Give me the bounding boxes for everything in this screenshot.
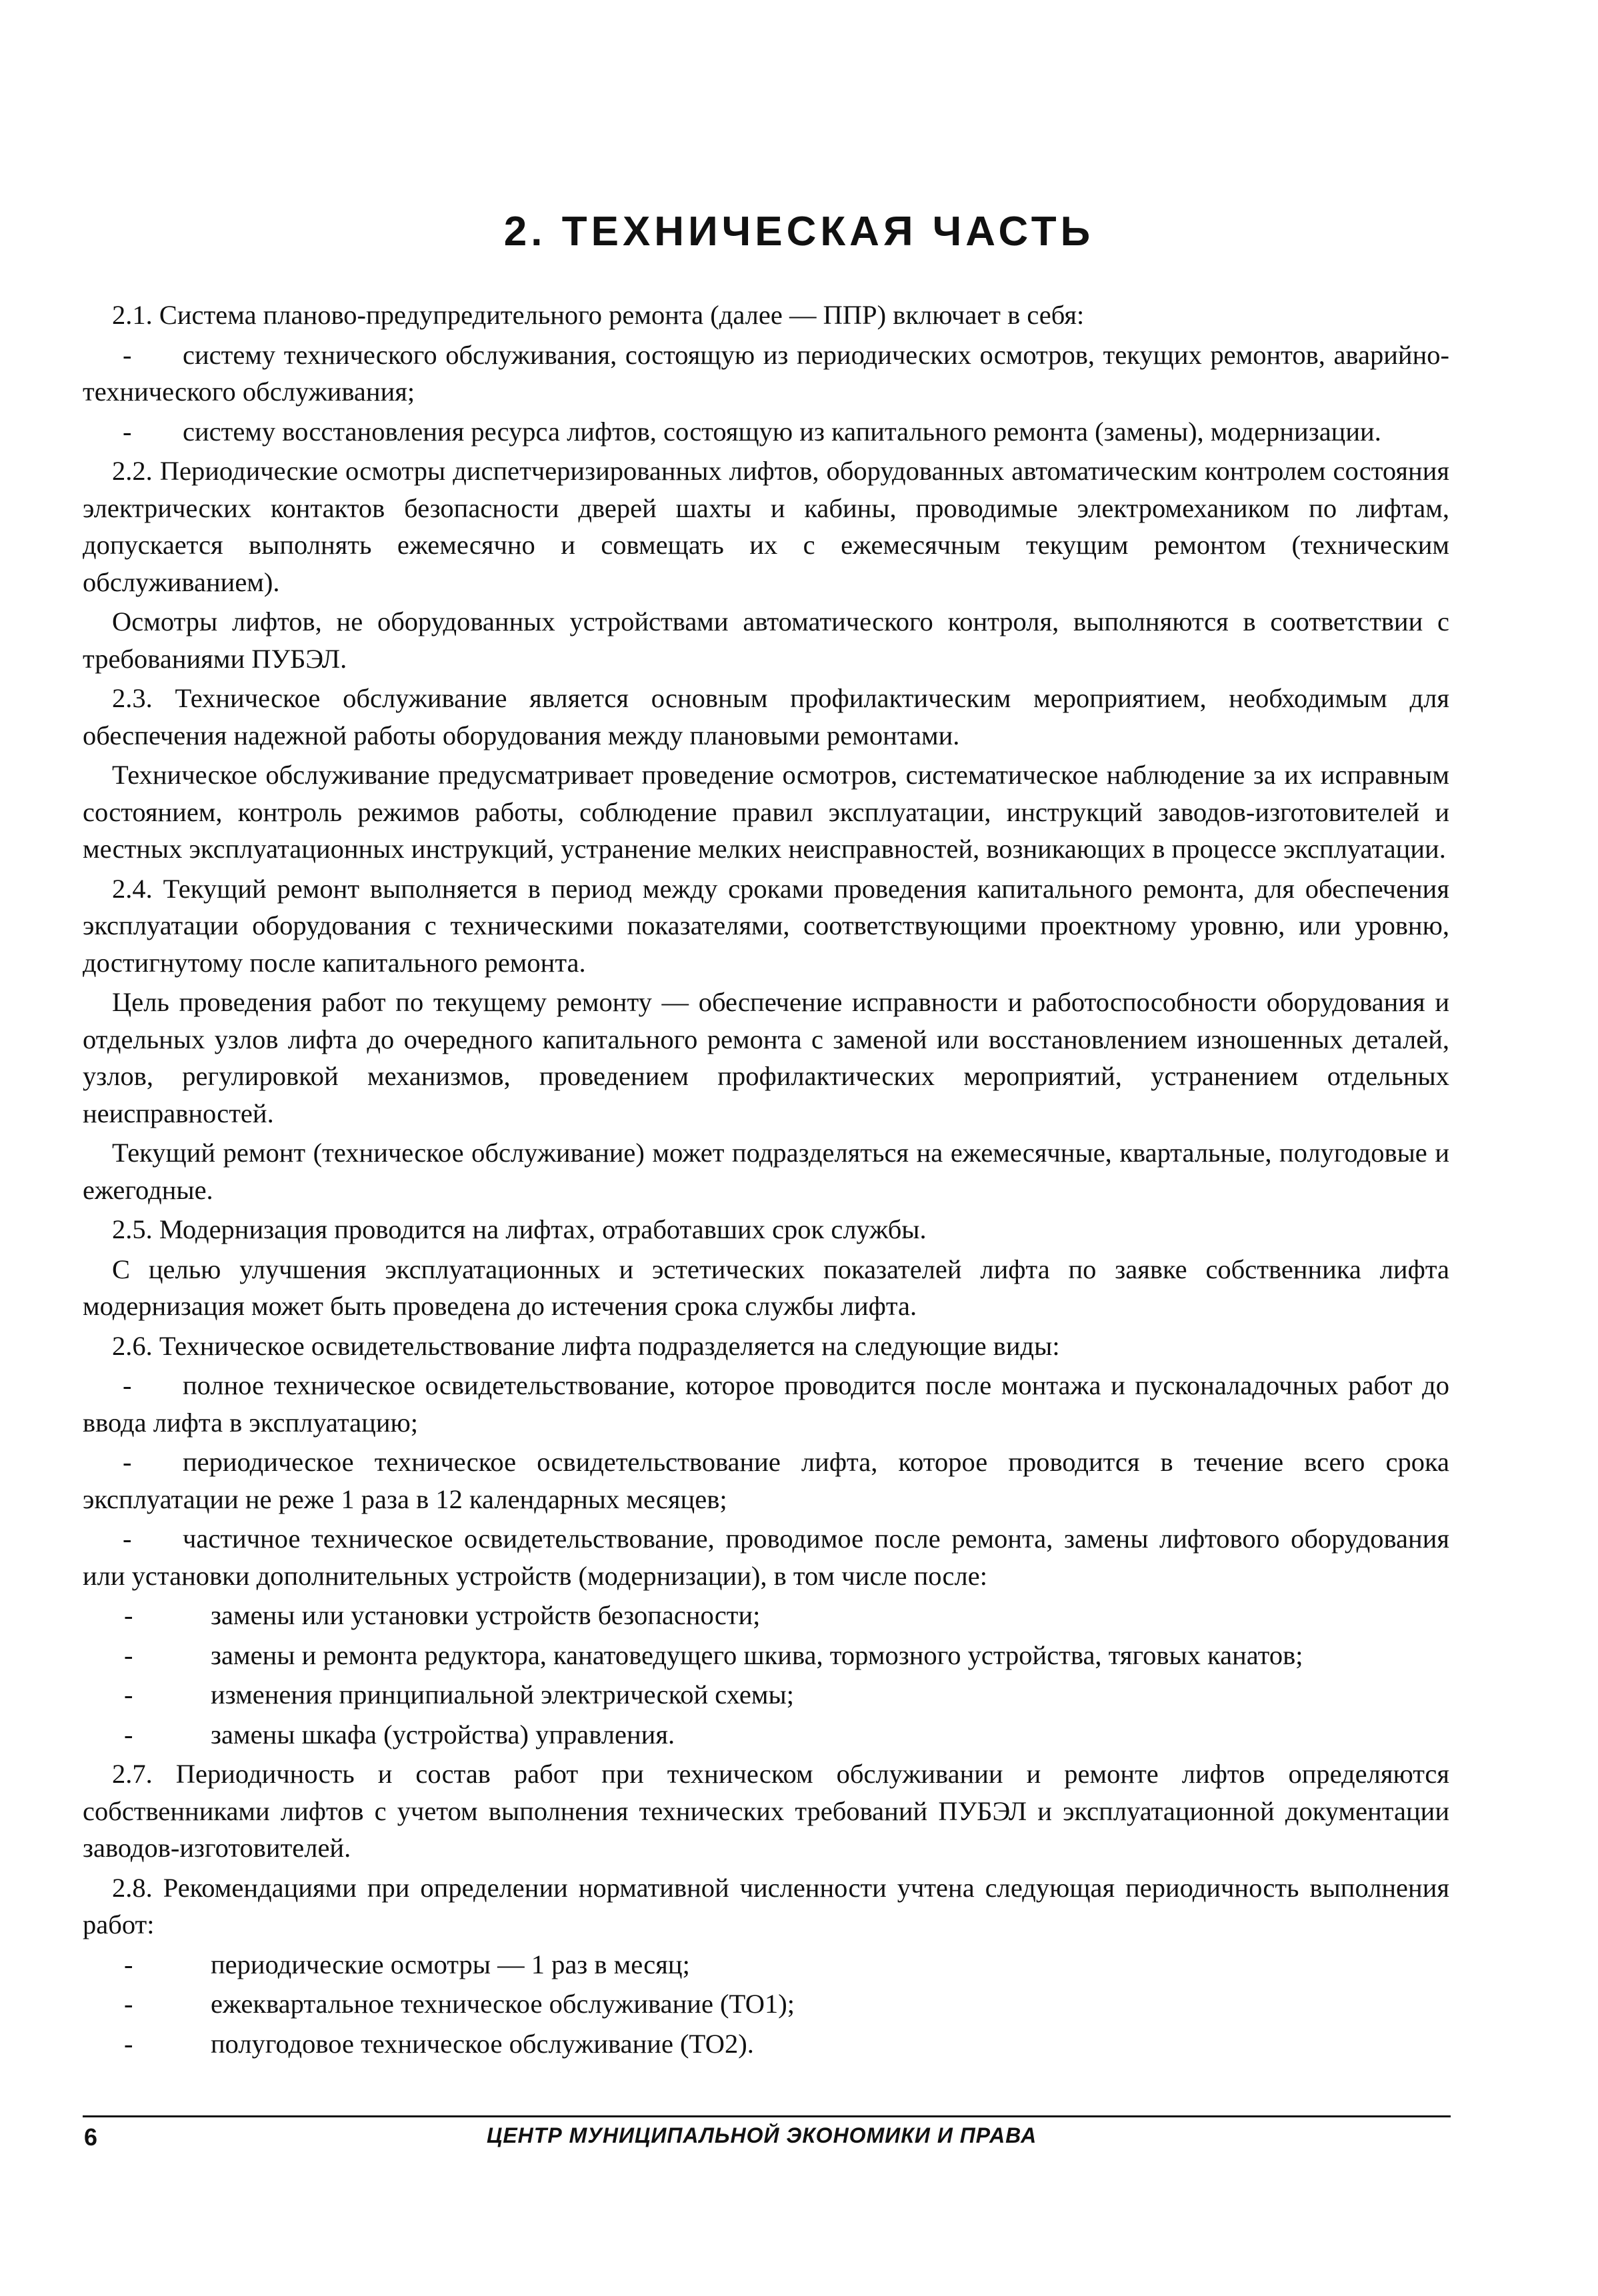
dash-marker: - [123,339,132,370]
paragraph-2-5-b: С целью улучшения эксплуатационных и эстетических показателей лифта по заявке собственника лифта модернизация может быть проведена до истечения срока службы лифта. [83,1254,1449,1321]
page-number: 6 [84,2123,98,2151]
list-item-text: периодические осмотры — 1 раз в месяц; [211,1949,690,1979]
paragraph-2-1: 2.1. Система планово-предупредительного ремонта (далее — ППР) включает в себя: [112,300,1085,330]
list-item-text: полугодовое техническое обслуживание (ТО2). [211,2028,754,2059]
list-item-text: замены или установки устройств безопасности; [211,1600,761,1630]
footer-publisher: ЦЕНТР МУНИЦИПАЛЬНОЙ ЭКОНОМИКИ И ПРАВА [487,2123,1037,2147]
list-item-text: частичное техническое освидетельствование, проводимое после ремонта, замены лифтового оборудования или установки дополнительных устройств (модернизации), в том числе после: [83,1524,1449,1591]
paragraph-2-3-b: Техническое обслуживание предусматривает проведение осмотров, систематическое наблюдение за их исправным состоянием, контроль режимов работы, соблюдение правил эксплуатации, инструкций заводов-изготовителей и местных эксплуатационных инструкций, устранение мелких неисправностей, возникающих в процессе эксплуатации. [83,760,1449,864]
list-item-text: системy технического обслуживания, состоящую из периодических осмотров, текущих ремонтов, аварийно-технического обслуживания; [83,339,1449,407]
list-item [83,1444,1449,1518]
paragraph-2-3: 2.3. Техническое обслуживание является основным профилактическим мероприятием, необходимым для обеспечения надежной работы оборудования между плановыми ремонтами. [83,683,1449,750]
paragraph-2-4: 2.4. Текущий ремонт выполняется в период между сроками проведения капитального ремонта, для обеспечения эксплуатации оборудования с техническими показателями, соответствующими проектному уровню, или уровню, достигнутому после капитального ремонта. [83,873,1449,978]
list-item [83,1367,1449,1441]
list-item [83,2025,1449,2063]
paragraph-2-2-b: Осмотры лифтов, не оборудованных устройствами автоматического контроля, выполняются в соответствии с требованиями ПУБЭЛ. [83,606,1449,674]
list-item [83,1520,1449,1594]
dash-marker: - [124,1989,133,2019]
page-title: 2. ТЕХНИЧЕСКАЯ ЧАСТЬ [503,209,1095,255]
list-item-text: периодическое техническое освидетельствование лифта, которое проводится в течение всего срока эксплуатации не реже 1 раза в 12 календарных месяцев; [83,1447,1449,1514]
paragraph-2-5: 2.5. Модернизация проводится на лифтах, отработавших срок службы. [112,1214,927,1244]
list-item-text: систему восстановления ресурса лифтов, состоящую из капитального ремонта (замены), модернизации. [183,416,1381,447]
list-item-text: ежеквартальное техническое обслуживание (ТО1); [211,1989,795,2019]
list-item [83,337,1449,411]
document-body [83,297,1449,2065]
list-item-text: замены шкафа (устройства) управления. [211,1719,675,1749]
footer-divider [83,2115,1451,2117]
paragraph-2-6: 2.6. Техническое освидетельствование лифта подразделяется на следующие виды: [112,1330,1060,1361]
list-item [83,1716,1449,1753]
list-item [83,1676,1449,1714]
dash-marker: - [124,1949,133,1979]
list-item-text: полное техническое освидетельствование, которое проводится после монтажа и пусконаладочных работ до ввода лифта в эксплуатацию; [83,1370,1449,1438]
dash-marker: - [123,1524,132,1554]
list-item-text: замены и ремонта редуктора, канатоведущего шкива, тормозного устройства, тяговых канатов; [211,1640,1303,1670]
paragraph-2-2: 2.2. Периодические осмотры диспетчеризированных лифтов, оборудованных автоматическим контролем состояния электрических контактов безопасности дверей шахты и кабины, проводимые электромехаником по лифтам, допускается выполнять ежемесячно и совмещать их с ежемесячным текущим ремонтом (техническим обслуживанием). [83,456,1449,597]
dash-marker: - [124,1600,133,1630]
paragraph-2-4-c: Текущий ремонт (техническое обслуживание) может подразделяться на ежемесячные, квартальные, полугодовые и ежегодные. [83,1138,1449,1205]
dash-marker: - [123,1370,132,1400]
dash-marker: - [124,1680,133,1710]
paragraph-2-7: 2.7. Периодичность и состав работ при техническом обслуживании и ремонте лифтов определяются собственниками лифтов с учетом выполнения технических требований ПУБЭЛ и эксплуатационной документации заводов-изготовителей. [83,1759,1449,1863]
list-item [83,1985,1449,2023]
dash-marker: - [124,1640,133,1670]
list-item [83,1637,1449,1674]
list-item [83,1597,1449,1634]
dash-marker: - [124,1719,133,1749]
dash-marker: - [123,416,132,447]
paragraph-2-4-b: Цель проведения работ по текущему ремонту — обеспечение исправности и работоспособности оборудования и отдельных узлов лифта до очередного капитального ремонта с заменой или восстановлением изношенных деталей, узлов, регулировкой механизмов, проведением профилактических мероприятий, устранением отдельных неисправностей. [83,987,1449,1128]
dash-marker: - [123,1447,132,1477]
list-item-text: изменения принципиальной электрической схемы; [211,1680,795,1710]
list-item [83,1946,1449,1983]
dash-marker: - [124,2028,133,2059]
paragraph-2-8: 2.8. Рекомендациями при определении нормативной численности учтена следующая периодичность выполнения работ: [83,1872,1449,1939]
list-item [83,413,1449,451]
